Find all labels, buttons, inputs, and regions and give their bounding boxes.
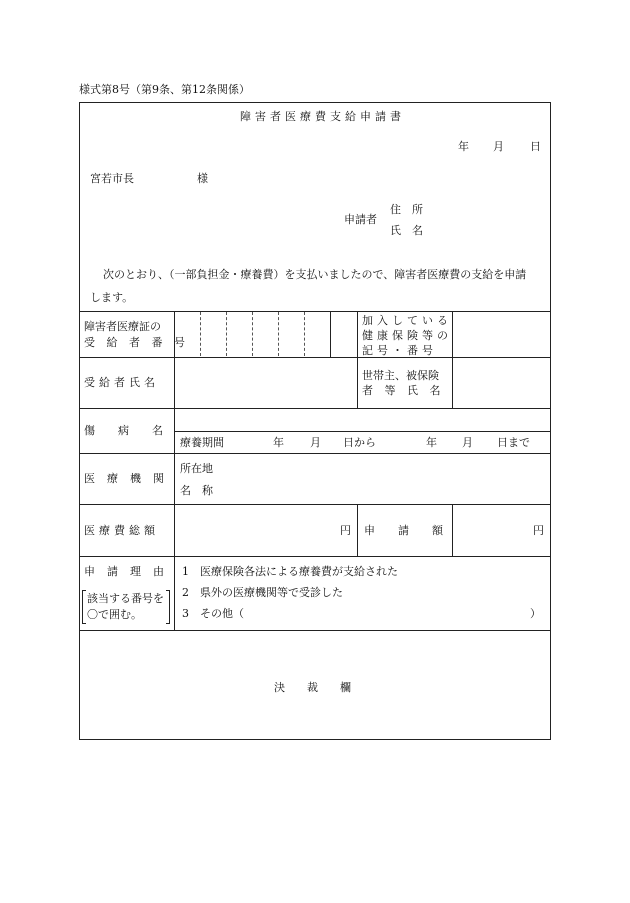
rule xyxy=(330,311,331,357)
reason-option-2[interactable]: 2 県外の医療機関等で受診した xyxy=(182,586,343,599)
recipient-number-label-1: 障害者医療証の xyxy=(84,320,161,333)
statement-line2: します。 xyxy=(90,291,134,304)
statement-line1: 次のとおり、（一部負担金・療養費）を支払いましたので、障害者医療費の支給を申請 xyxy=(103,268,527,281)
householder-label-2: 者 等 氏 名 xyxy=(362,384,445,397)
householder-name-field[interactable] xyxy=(453,358,550,407)
insurance-label-3: 記号・番号 xyxy=(362,344,437,357)
approval-field[interactable] xyxy=(80,631,550,739)
applicant-label: 申請者 xyxy=(344,213,377,226)
date-month[interactable]: 月 xyxy=(493,140,504,153)
insurance-label-1: 加入している xyxy=(362,314,452,327)
recipient-number-field[interactable] xyxy=(175,312,330,356)
bracket-left xyxy=(82,590,86,624)
recipient-name-label: 受給者氏名 xyxy=(84,376,159,389)
period-end-day[interactable]: 日まで xyxy=(497,436,530,449)
period-start-day[interactable]: 日から xyxy=(343,436,376,449)
reason-close-paren: ） xyxy=(530,607,541,620)
rule xyxy=(357,504,358,556)
institution-label: 医療機関 xyxy=(84,472,176,485)
institution-location-label: 所在地 xyxy=(180,462,213,475)
recipient-name-field[interactable] xyxy=(175,358,357,407)
institution-name-label: 名 称 xyxy=(180,484,213,497)
claim-amount-field[interactable] xyxy=(453,505,529,555)
form-label: 様式第8号（第9条、第12条関係） xyxy=(79,83,250,96)
addressee-office: 宮若市長 xyxy=(90,172,134,185)
total-cost-label: 医療費総額 xyxy=(84,524,159,537)
bracket-right xyxy=(166,590,170,624)
reason-note-2: 〇で囲む。 xyxy=(87,608,142,621)
form-title: 障害者医療費支給申請書 xyxy=(240,110,405,123)
approval-label: 決 裁 欄 xyxy=(274,681,351,694)
claim-amount-yen: 円 xyxy=(533,524,544,537)
date-year[interactable]: 年 xyxy=(458,140,469,153)
total-cost-yen: 円 xyxy=(340,524,351,537)
rule xyxy=(79,556,551,557)
illness-field[interactable] xyxy=(175,409,550,430)
reason-option-3[interactable]: 3 その他（ xyxy=(182,607,244,620)
insurance-label-2: 健康保険等の xyxy=(362,329,452,342)
householder-label-1: 世帯主、被保険 xyxy=(362,369,439,382)
insurance-number-field[interactable] xyxy=(453,312,550,356)
reason-other-field[interactable] xyxy=(240,605,530,621)
claim-amount-label: 申 請 額 xyxy=(364,524,449,537)
applicant-address-label: 住 所 xyxy=(390,203,423,216)
reason-label: 申請理由 xyxy=(84,565,176,578)
period-label: 療養期間 xyxy=(180,436,224,449)
period-end-year[interactable]: 年 xyxy=(426,436,437,449)
total-cost-field[interactable] xyxy=(175,505,335,555)
rule xyxy=(174,431,551,432)
period-start-month[interactable]: 月 xyxy=(310,436,321,449)
applicant-name-label: 氏 名 xyxy=(390,224,423,237)
period-start-year[interactable]: 年 xyxy=(273,436,284,449)
date-day[interactable]: 日 xyxy=(530,140,541,153)
reason-note-1: 該当する番号を xyxy=(87,592,164,605)
illness-label: 傷 病 名 xyxy=(84,424,169,437)
institution-field[interactable] xyxy=(215,454,550,503)
addressee-honorific: 様 xyxy=(197,172,208,185)
period-end-month[interactable]: 月 xyxy=(462,436,473,449)
rule xyxy=(357,311,358,408)
recipient-number-label-2: 受 給 者 番 号 xyxy=(84,336,189,349)
reason-option-1[interactable]: 1 医療保険各法による療養費が支給された xyxy=(182,565,398,578)
